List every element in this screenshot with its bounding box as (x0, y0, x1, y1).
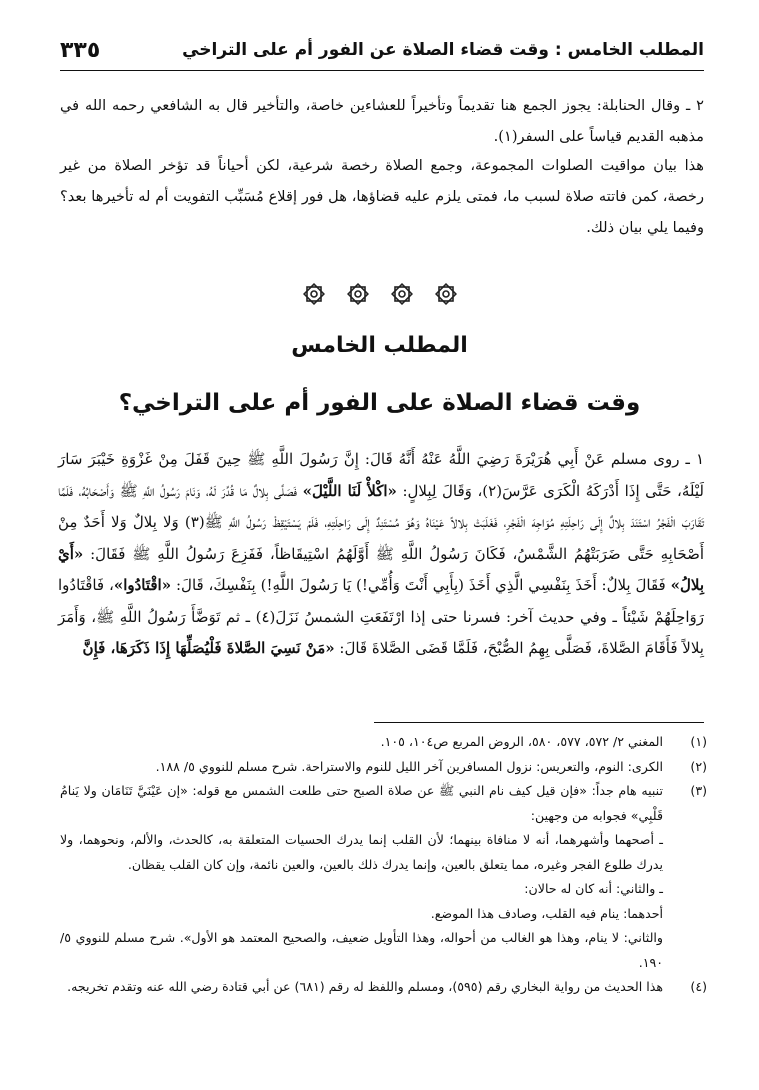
ornament-icon (347, 283, 369, 305)
footnote-3 (60, 779, 707, 975)
footnote-text: ـ أصحهما وأشهرهما، أنه لا منافاة بينهما؛ لأن القلب إنما يدرك الحسيات المتعلقة به، كالحدث، والألم، ونحوهما، ولا يدرك طلوع الفجر وغيره، مما يتعلق بالعين، وإنما يدرك ذلك بالعين، والعين نائمة، وإن كان القلب يقظان. (60, 832, 663, 872)
hadith-part-4: ، فَاقْتَادُوا رَوَاحِلَهُمْ شَيْئاً ـ وفي حديث آخر: فسرنا حتى إذا ارْتَفَعَتِ الشمسُ نَزَلَ(٤) ـ ثم تَوَضَّأَ رَسُولُ اللَّهِ ﷺ، وَأَمَرَ بِلالاً فَأَقَامَ الصَّلاةَ، فَصَلَّى بِهِمُ الصُّبْحَ، فَلَمَّا قَضَى الصَّلاةَ قَالَ: (58, 576, 704, 657)
footnote-2 (60, 755, 707, 780)
footnote-1 (60, 730, 707, 755)
intro-text-1: ٢ ـ وقال الحنابلة: يجوز الجمع هنا تقديماً وتأخيراً للعشاءين خاصة، والتأخير قال به الشافعي رحمه الله في مذهبه القديم قياساً على السفر(١). (60, 97, 704, 145)
footnote-divider (374, 722, 704, 723)
page-header (60, 30, 704, 71)
section-divider-ornaments (0, 283, 759, 305)
intro-text-2: هذا بيان مواقيت الصلوات المجموعة، وجمع الصلاة رخصة شرعية، لكن أحياناً قد تؤخر الصلاة من غير رخصة، كمن فاتته صلاة لسبب ما، فمتى يلزم عليه قضاؤها، هل فور إقلاع مُسَبِّب التفويت أم له تأخيرها بعد؟ وفيما يلي بيان ذلك. (60, 157, 704, 236)
footnote-number: (٤) (690, 979, 707, 994)
footnote-number: (٣) (690, 783, 707, 798)
hadith-text (58, 444, 704, 665)
hadith-part-2: فَصَلَّى بِلالٌ مَا قُدِّرَ لَهُ، وَنَامَ رَسُولُ اللَّهِ ﷺ وَأَصْحَابُهُ، فَلَمَّا تَقَارَبَ الْفَجْرُ اسْتَنَدَ بِلالٌ إِلَى رَاحِلَتِهِ مُوَاجِهَ الْفَجْرِ، فَغَلَبَتْ بِلالاً عَيْنَاهُ وَهُوَ مُسْتَنِدٌ إِلَى رَاحِلَتِهِ، فَلَمْ يَسْتَيْقِظْ رَسُولُ اللَّهِ ﷺ(٣) وَلا بِلالٌ وَلا أَحَدٌ مِنْ أَصْحَابِهِ حَتَّى ضَرَبَتْهُمُ الشَّمْسُ، فَكَانَ رَسُولُ اللَّهِ ﷺ أَوَّلَهُمُ اسْتِيقَاظاً، فَفَزِعَ رَسُولُ اللَّهِ ﷺ فَقَالَ: (58, 481, 704, 563)
hadith-quote-3: «اقْتَادُوا» (113, 576, 172, 594)
intro-paragraph-2 (60, 150, 704, 243)
hadith-part-1: ١ ـ روى مسلم عَنْ أَبِي هُرَيْرَةَ رَضِيَ اللَّهُ عَنْهُ أَنَّهُ قَالَ: إِنَّ رَسُولَ اللَّهِ ﷺ حِينَ قَفَلَ مِنْ غَزْوَةِ خَيْبَرَ سَارَ لَيْلَهُ، حَتَّى إِذَا أَدْرَكَهُ الْكَرَى عَرَّسَ(٢)، وَقَالَ لِبِلالٍ: (58, 450, 704, 500)
hadith-quote-1: «اكْلأْ لَنَا اللَّيْلَ» (302, 481, 397, 500)
footnote-text: تنبيه هام جداً: «فإن قيل كيف نام النبي ﷺ عن صلاة الصبح حتى طلعت الشمس مع قوله: «إن عَيْنَيَّ تَنَامَان ولا يَنامُ قَلْبِي» فجوابه من وجهين: (60, 783, 663, 823)
footnotes (60, 730, 707, 1000)
footnote-number: (١) (690, 734, 707, 749)
main-heading: وقت قضاء الصلاة على الفور أم على التراخي؟ (118, 390, 641, 416)
footnote-text: الكرى: النوم، والتعريس: نزول المسافرين آخر الليل للنوم والاستراحة. شرح مسلم للنووي ٥/ ١٨٨. (155, 758, 663, 774)
ornament-icon (435, 283, 457, 305)
ornament-icon (303, 283, 325, 305)
page-number: ٣٣٥ (60, 37, 101, 63)
footnote-text: المغني ٢/ ٥٧٢، ٥٧٧، ٥٨٠، الروض المربع ص١٠٤، ١٠٥. (380, 734, 663, 749)
footnote-number: (٢) (690, 758, 707, 774)
running-title: المطلب الخامس : وقت قضاء الصلاة عن الفور أم على التراخي (182, 40, 704, 60)
section-heading: المطلب الخامس (291, 333, 468, 358)
footnote-text: ـ والثاني: أنه كان له حالان: (524, 881, 663, 896)
footnote-text: والثاني: لا ينام، وهذا هو الغالب من أحواله، وهذا التأويل ضعيف، والصحيح المعتمد هو الأول». شرح مسلم للنووي ٥/ ١٩٠. (60, 930, 663, 970)
footnote-text: هذا الحديث من رواية البخاري رقم (٥٩٥)، ومسلم واللفظ له رقم (٦٨١) عن أبي قتادة رضي الله عنه وتقدم تخريجه. (67, 979, 663, 994)
ornament-icon (391, 283, 413, 305)
hadith-quote-2: «أَيْ بِلالُ» (58, 544, 704, 594)
footnote-4 (60, 975, 707, 1000)
footnote-text: أحدهما: ينام فيه القلب، وصادف هذا الموضع. (430, 905, 663, 921)
intro-paragraph-1 (60, 90, 704, 152)
hadith-quote-4: «مَنْ نَسِيَ الصَّلاةَ فَلْيُصَلِّهَا إِذَا ذَكَرَهَا، فَإِنَّ (82, 639, 335, 657)
hadith-part-3: فَقَالَ بِلالٌ: أَخَذَ بِنَفْسِي الَّذِي أَخَذَ (بِأَبِي أَنْتَ وَأُمِّي!) يَا رَسُولَ اللَّهِ!) بِنَفْسِكَ، قَالَ: (171, 576, 671, 594)
